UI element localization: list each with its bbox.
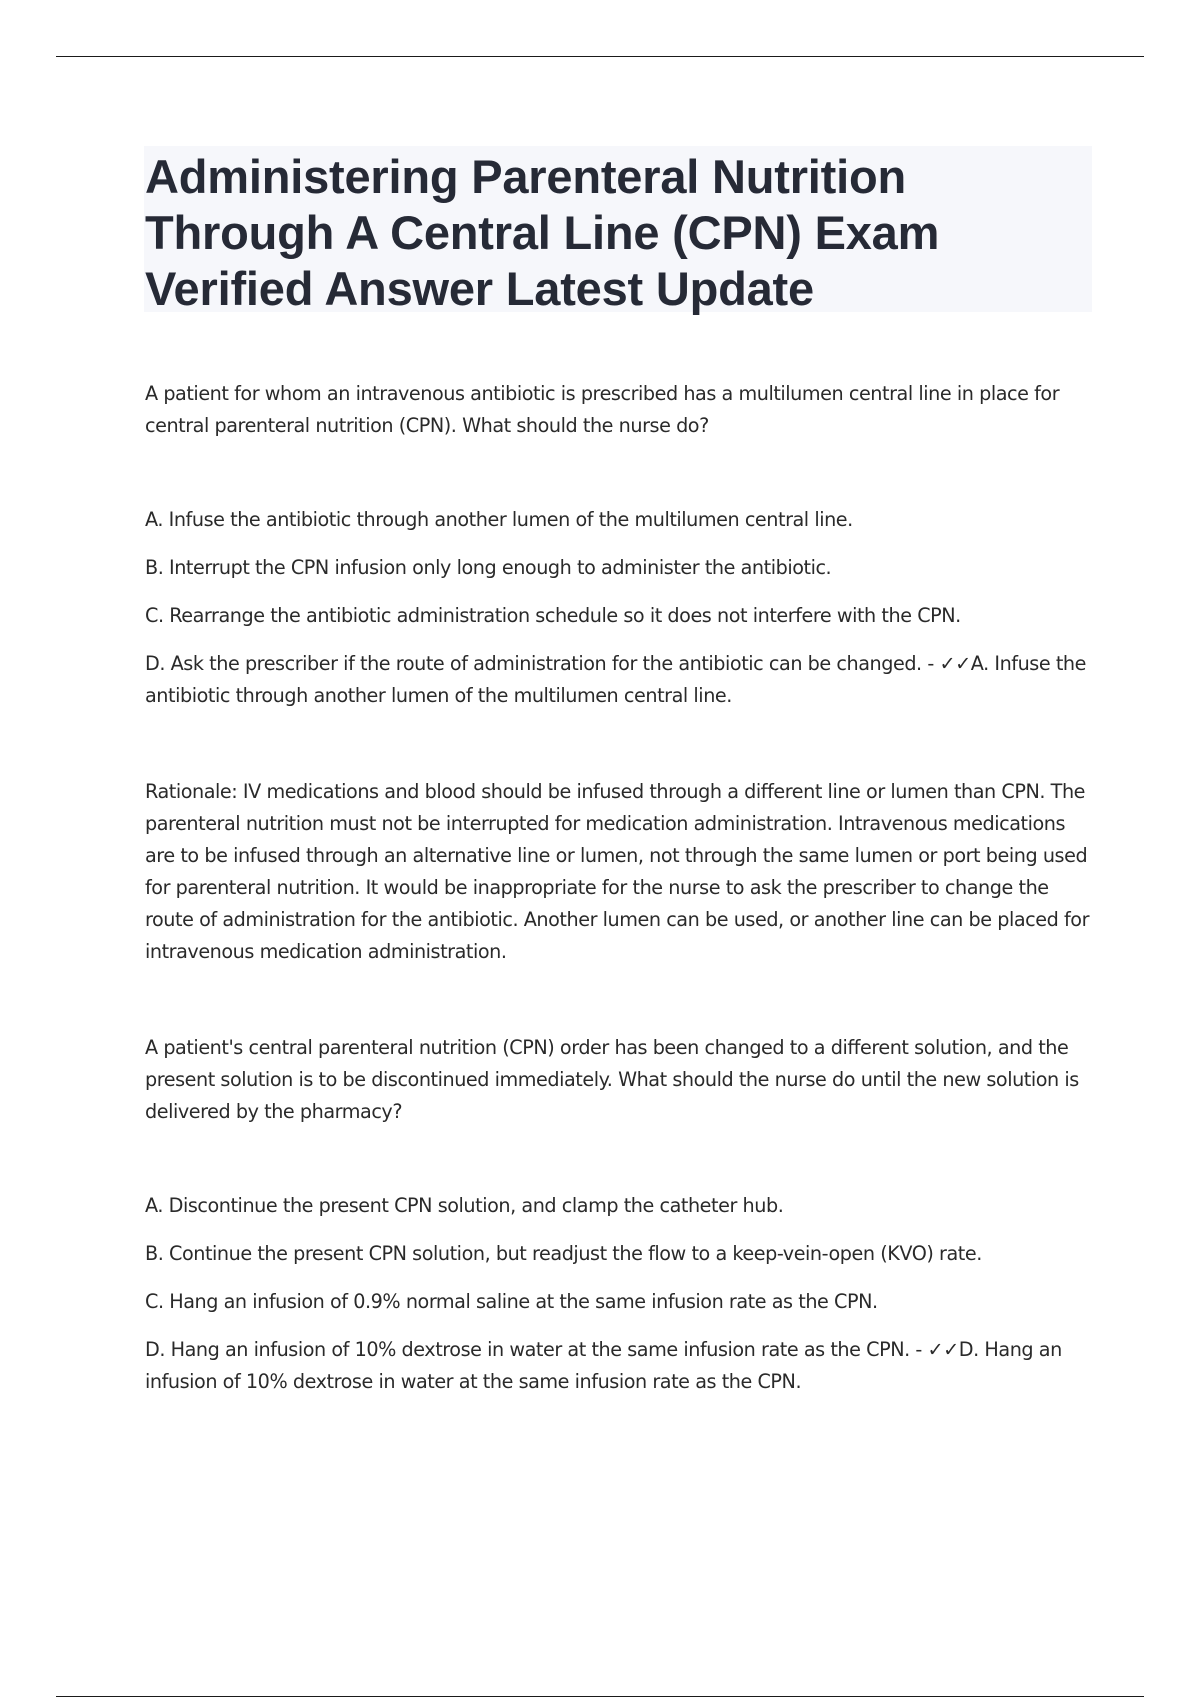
- question-block-2: [145, 1032, 1095, 1398]
- answer-option-c: C. Hang an infusion of 0.9% normal saline at the same infusion rate as the CPN.: [145, 1290, 878, 1313]
- footer-rule: [56, 1696, 1144, 1697]
- header-rule: [56, 56, 1144, 57]
- answer-option-b: B. Interrupt the CPN infusion only long enough to administer the antibiotic.: [145, 556, 832, 579]
- answer-option-b: B. Continue the present CPN solution, but readjust the flow to a keep-vein-open (KVO) rate.: [145, 1242, 982, 1265]
- question-text: A patient's central parenteral nutrition (CPN) order has been changed to a different solution, and the present solution is to be discontinued immediately. What should the nurse do until the new solution is delivered by the pharmacy?: [145, 1036, 1079, 1123]
- answer-option-d-with-answer: D. Ask the prescriber if the route of administration for the antibiotic can be changed. - ✓✓A. Infuse the antibiotic through another lumen of the multilumen central line.: [145, 652, 1086, 707]
- answer-option-a: A. Discontinue the present CPN solution, and clamp the catheter hub.: [145, 1194, 784, 1217]
- question-text: A patient for whom an intravenous antibiotic is prescribed has a multilumen central line in place for central parenteral nutrition (CPN). What should the nurse do?: [145, 382, 1060, 437]
- answer-option-a: A. Infuse the antibiotic through another lumen of the multilumen central line.: [145, 508, 853, 531]
- document-title: Administering Parenteral Nutrition Through A Central Line (CPN) Exam Verified Answer Latest Update: [145, 150, 940, 315]
- document-body: [145, 378, 1095, 1462]
- rationale-text: Rationale: IV medications and blood should be infused through a different line or lumen than CPN. The parenteral nutrition must not be interrupted for medication administration. Intravenous medications are to be infused through an alternative line or lumen, not through the same lumen or port being used for parenteral nutrition. It would be inappropriate for the nurse to ask the prescriber to change the route of administration for the antibiotic. Another lumen can be used, or another line can be placed for intravenous medication administration.: [145, 780, 1090, 963]
- answer-option-c: C. Rearrange the antibiotic administration schedule so it does not interfere with the CPN.: [145, 604, 961, 627]
- title-box: [144, 146, 1092, 315]
- answer-option-d-with-answer: D. Hang an infusion of 10% dextrose in water at the same infusion rate as the CPN. - ✓✓D. Hang an infusion of 10% dextrose in water at the same infusion rate as the CPN.: [145, 1338, 1062, 1393]
- question-block-1: [145, 378, 1095, 712]
